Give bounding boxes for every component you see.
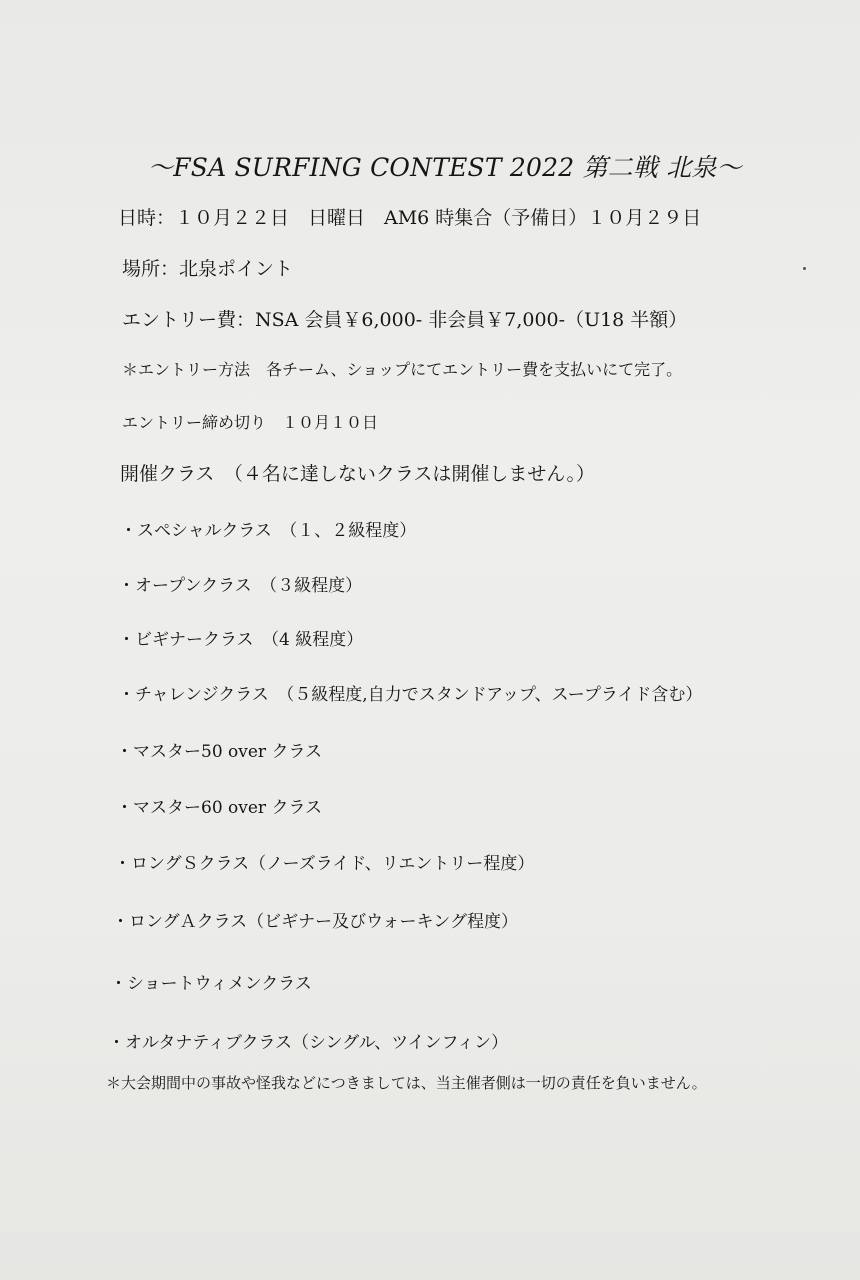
- entry-deadline-line: エントリー締め切り １０月１０日: [122, 413, 379, 432]
- class-item: ・ビギナークラス （4 級程度）: [118, 630, 364, 650]
- class-item: ・スペシャルクラス （１、２級程度）: [120, 521, 417, 541]
- paper-speck: [803, 267, 806, 270]
- date-line: 日時：１０月２２日 日曜日 AM6 時集合（予備日）１０月２９日: [118, 207, 702, 229]
- class-item: ・ロングＡクラス（ビギナー及びウォーキング程度）: [112, 912, 518, 932]
- class-item: ・マスター60 over クラス: [116, 798, 322, 818]
- disclaimer-note: ＊大会期間中の事故や怪我などにつきましては、当主催者側は一切の責任を負いません。: [106, 1074, 707, 1092]
- class-item: ・チャレンジクラス （５級程度,自力でスタンドアップ、スープライド含む）: [118, 685, 703, 705]
- document-title: 〜FSA SURFING CONTEST 2022 第二戦 北泉〜: [148, 153, 742, 182]
- class-item: ・マスター50 over クラス: [116, 742, 322, 762]
- entry-fee-line: エントリー費：NSA 会員￥6,000- 非会員￥7,000-（U18 半額）: [122, 309, 688, 331]
- classes-heading: 開催クラス （４名に達しないクラスは開催しません。）: [120, 463, 596, 485]
- class-item: ・オルタナティブクラス（シングル、ツインフィン）: [108, 1033, 509, 1053]
- class-item: ・ショートウィメンクラス: [110, 974, 312, 994]
- place-line: 場所：北泉ポイント: [122, 258, 294, 280]
- class-item: ・ロングＳクラス（ノーズライド、リエントリー程度）: [114, 854, 535, 874]
- class-item: ・オープンクラス （３級程度）: [118, 576, 363, 596]
- entry-method-line: ＊エントリー方法 各チーム、ショップにてエントリー費を支払いにて完了。: [122, 360, 683, 379]
